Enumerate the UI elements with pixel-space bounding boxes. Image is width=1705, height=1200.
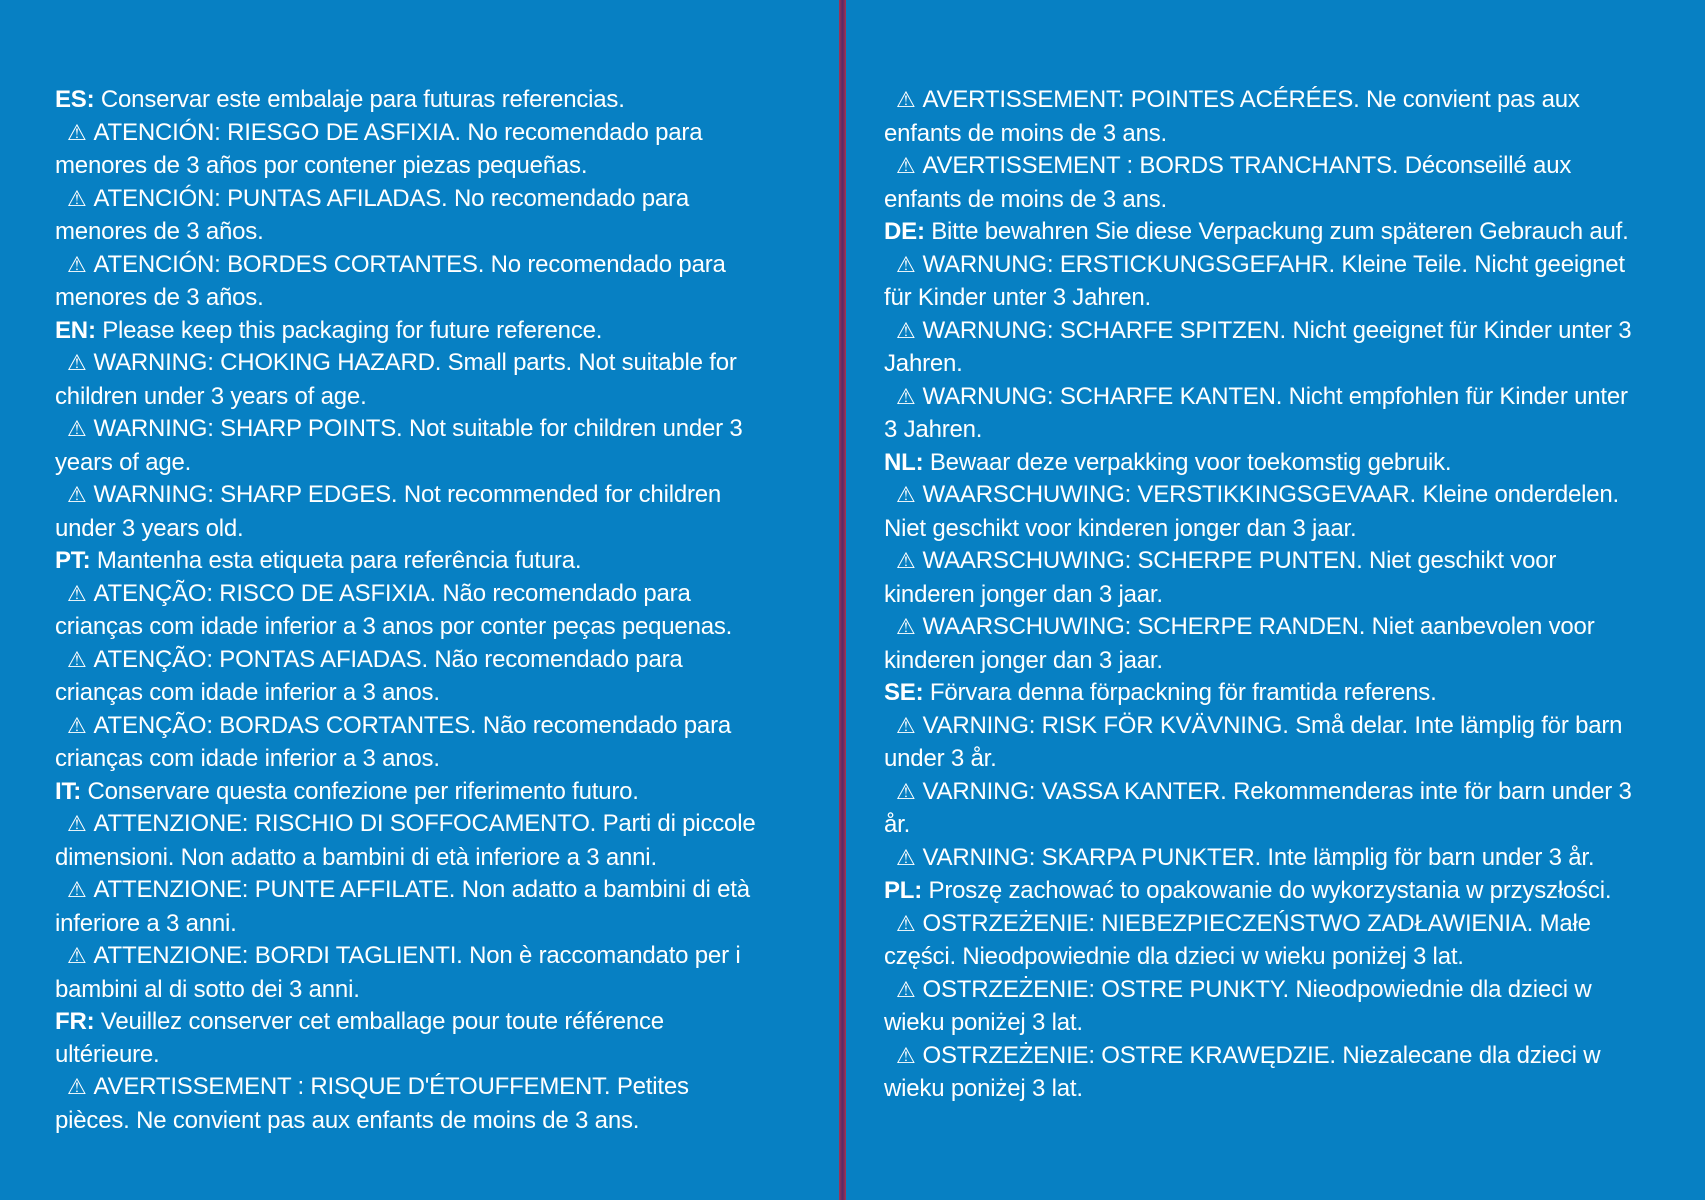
warning-entry — [884, 1040, 1644, 1106]
warning-entry — [884, 611, 1644, 677]
warning-entry — [884, 842, 1644, 876]
warning-entry — [55, 808, 769, 874]
warning-entry — [884, 150, 1644, 216]
warning-triangle-icon: ⚠ — [896, 549, 916, 574]
warning-triangle-icon: ⚠ — [896, 911, 916, 937]
warning-text: VARNING: SKARPA PUNKTER. Inte lämplig för barn under 3 år. — [922, 843, 1595, 871]
warning-text: ATTENZIONE: BORDI TAGLIENTI. Non è raccomandato per i bambini al di sotto dei 3 anni. — [55, 942, 741, 1003]
warning-triangle-icon: ⚠ — [67, 581, 87, 607]
warning-text: WARNUNG: SCHARFE SPITZEN. Nicht geeignet für Kinder unter 3 Jahren. — [884, 316, 1632, 377]
warning-text: VARNING: VASSA KANTER. Rekommenderas inte för barn under 3 år. — [884, 777, 1632, 838]
language-code-label: IT: — [55, 777, 88, 805]
warning-entry — [55, 644, 769, 710]
warning-triangle-icon: ⚠ — [67, 944, 87, 969]
warning-entry — [55, 347, 769, 413]
warning-text: Förvara denna förpackning för framtida referens. — [929, 679, 1437, 706]
warning-entry — [55, 479, 769, 545]
warning-text: Please keep this packaging for future reference. — [102, 316, 603, 344]
language-entry — [55, 1006, 769, 1071]
language-code-label: PT: — [55, 547, 97, 574]
warning-entry — [884, 479, 1644, 545]
column-divider-rule — [839, 0, 846, 1200]
warning-triangle-icon: ⚠ — [896, 977, 916, 1003]
warning-triangle-icon: ⚠ — [896, 845, 916, 871]
warning-text: WARNUNG: ERSTICKUNGSGEFAHR. Kleine Teile. Nicht geeignet für Kinder unter 3 Jahren. — [884, 250, 1625, 311]
language-entry — [55, 776, 769, 809]
warning-triangle-icon: ⚠ — [896, 713, 916, 739]
warning-triangle-icon: ⚠ — [896, 252, 916, 278]
warning-text: WARNUNG: SCHARFE KANTEN. Nicht empfohlen für Kinder unter 3 Jahren. — [884, 382, 1628, 443]
warning-entry — [884, 84, 1644, 150]
warning-entry — [55, 413, 769, 479]
warning-entry — [884, 974, 1644, 1040]
warning-text: AVERTISSEMENT : BORDS TRANCHANTS. Déconseillé aux enfants de moins de 3 ans. — [884, 152, 1572, 213]
warning-text: WAARSCHUWING: VERSTIKKINGSGEVAAR. Kleine onderdelen. Niet geschikt voor kinderen jonger dan 3 jaar. — [884, 481, 1620, 542]
warning-entry — [884, 315, 1644, 381]
warning-text: VARNING: RISK FÖR KVÄVNING. Små delar. Inte lämplig för barn under 3 år. — [884, 711, 1623, 772]
warning-entry — [55, 578, 769, 644]
warning-text: AVERTISSEMENT : RISQUE D'ÉTOUFFEMENT. Petites pièces. Ne convient pas aux enfants de moins de 3 ans. — [55, 1073, 689, 1134]
warning-triangle-icon: ⚠ — [67, 252, 87, 278]
warning-text: Bitte bewahren Sie diese Verpackung zum späteren Gebrauch auf. — [931, 218, 1629, 245]
warning-text: WARNING: SHARP EDGES. Not recommended for children under 3 years old. — [55, 481, 722, 542]
warning-text: ATENCIÓN: PUNTAS AFILADAS. No recomendado para menores de 3 años. — [55, 184, 689, 245]
warning-triangle-icon: ⚠ — [896, 1043, 916, 1069]
warning-text: ATENCIÓN: RIESGO DE ASFIXIA. No recomendado para menores de 3 años por contener piezas pequeñas. — [55, 118, 703, 179]
warning-text: Bewaar deze verpakking voor toekomstig gebruik. — [929, 448, 1452, 476]
warning-text: Mantenha esta etiqueta para referência futura. — [96, 547, 582, 574]
language-code-label: DE: — [884, 218, 932, 245]
language-entry — [55, 545, 769, 578]
language-entry — [55, 84, 769, 117]
column-right — [884, 84, 1644, 1106]
warning-triangle-icon: ⚠ — [896, 483, 916, 508]
warning-triangle-icon: ⚠ — [67, 120, 87, 146]
language-code-label: SE: — [884, 679, 930, 706]
language-entry — [884, 677, 1644, 710]
warning-triangle-icon: ⚠ — [67, 483, 87, 508]
warning-text: OSTRZEŻENIE: NIEBEZPIECZEŃSTWO ZADŁAWIENIA. Małe części. Nieodpowiednie dla dzieci w wieku poniżej 3 lat. — [884, 909, 1591, 970]
warning-text: ATENÇÃO: PONTAS AFIADAS. Não recomendado para crianças com idade inferior a 3 anos. — [55, 645, 683, 706]
warning-entry — [55, 183, 769, 249]
warning-triangle-icon: ⚠ — [67, 647, 87, 673]
language-entry — [884, 216, 1644, 249]
warning-entry — [55, 249, 769, 315]
warning-triangle-icon: ⚠ — [67, 351, 87, 376]
warning-triangle-icon: ⚠ — [67, 878, 87, 903]
warning-triangle-icon: ⚠ — [896, 779, 916, 805]
language-entry — [884, 875, 1644, 908]
warning-text: ATENÇÃO: BORDAS CORTANTES. Não recomendado para crianças com idade inferior a 3 anos. — [55, 711, 732, 772]
warning-triangle-icon: ⚠ — [67, 417, 87, 442]
warning-text: Conservar este embalaje para futuras referencias. — [100, 86, 625, 113]
warning-entry — [884, 249, 1644, 315]
warning-text: WAARSCHUWING: SCHERPE PUNTEN. Niet geschikt voor kinderen jonger dan 3 jaar. — [884, 547, 1557, 608]
warning-entry — [884, 545, 1644, 611]
warning-entry — [884, 710, 1644, 776]
warning-text: ATENÇÃO: RISCO DE ASFIXIA. Não recomendado para crianças com idade inferior a 3 anos por conter peças pequenas. — [55, 579, 733, 640]
warning-entry — [884, 776, 1644, 842]
column-left — [55, 84, 769, 1137]
warning-entry — [884, 908, 1644, 974]
warning-text: ATENCIÓN: BORDES CORTANTES. No recomendado para menores de 3 años. — [55, 250, 726, 311]
language-entry — [55, 315, 769, 348]
language-code-label: FR: — [55, 1008, 101, 1035]
warning-text: Veuillez conserver cet emballage pour toute référence ultérieure. — [55, 1008, 664, 1068]
warning-entry — [55, 117, 769, 183]
warning-triangle-icon: ⚠ — [896, 615, 916, 640]
language-code-label: PL: — [884, 877, 929, 904]
warning-text: AVERTISSEMENT: POINTES ACÉRÉES. Ne convient pas aux enfants de moins de 3 ans. — [884, 86, 1580, 147]
warning-text: Proszę zachować to opakowanie do wykorzystania w przyszłości. — [928, 877, 1612, 904]
warning-triangle-icon: ⚠ — [896, 88, 916, 113]
warning-text: WAARSCHUWING: SCHERPE RANDEN. Niet aanbevolen voor kinderen jonger dan 3 jaar. — [884, 613, 1595, 674]
warning-text: WARNING: SHARP POINTS. Not suitable for children under 3 years of age. — [55, 415, 743, 476]
warning-text: ATTENZIONE: PUNTE AFFILATE. Non adatto a bambini di età inferiore a 3 anni. — [55, 876, 750, 937]
warning-entry — [55, 710, 769, 776]
warning-triangle-icon: ⚠ — [67, 812, 87, 837]
warning-text: ATTENZIONE: RISCHIO DI SOFFOCAMENTO. Parti di piccole dimensioni. Non adatto a bambini di età inferiore a 3 anni. — [55, 810, 756, 871]
warning-triangle-icon: ⚠ — [67, 713, 87, 739]
warning-text: Conservare questa confezione per riferimento futuro. — [87, 777, 639, 805]
warning-triangle-icon: ⚠ — [67, 1075, 87, 1100]
language-code-label: NL: — [884, 448, 930, 476]
warning-entry — [55, 1071, 769, 1137]
warning-text: OSTRZEŻENIE: OSTRE KRAWĘDZIE. Niezalecane dla dzieci w wieku poniżej 3 lat. — [884, 1041, 1601, 1102]
warning-text: WARNING: CHOKING HAZARD. Small parts. Not suitable for children under 3 years of age. — [55, 349, 737, 410]
language-entry — [884, 447, 1644, 480]
warning-text: OSTRZEŻENIE: OSTRE PUNKTY. Nieodpowiednie dla dzieci w wieku poniżej 3 lat. — [884, 975, 1592, 1036]
warning-triangle-icon: ⚠ — [67, 186, 87, 212]
language-code-label: ES: — [55, 86, 101, 113]
warning-entry — [55, 940, 769, 1006]
warning-entry — [884, 381, 1644, 447]
language-code-label: EN: — [55, 316, 103, 344]
warning-triangle-icon: ⚠ — [896, 154, 916, 179]
warning-entry — [55, 874, 769, 940]
warning-triangle-icon: ⚠ — [896, 384, 916, 410]
warning-triangle-icon: ⚠ — [896, 318, 916, 344]
